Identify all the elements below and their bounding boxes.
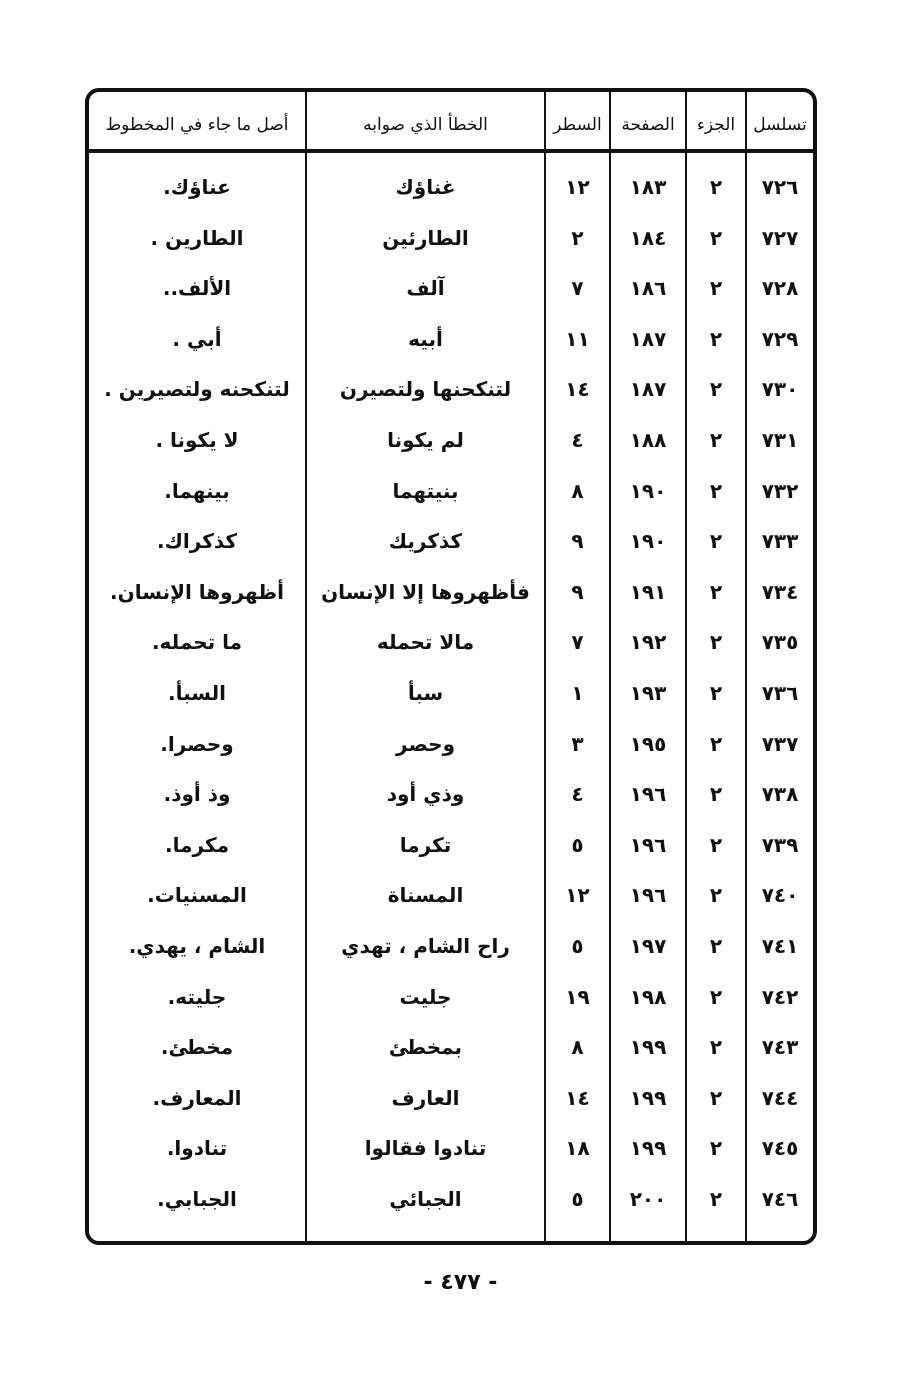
cell-part: ٢ [709,681,723,705]
cell-page: ١٩٠ [629,478,667,503]
cell-line: ٩ [571,579,584,604]
table-row [89,972,813,1022]
cell-page: ١٩٦ [629,782,667,807]
cell-line: ٤ [571,428,584,452]
header-serial: تسلسل [753,115,807,135]
table-row [89,820,813,870]
cell-page: ١٩١ [629,579,667,604]
cell-error: لم يكونا [387,428,464,452]
table-row [89,1123,813,1173]
cell-original: أظهروها الإنسان. [110,579,284,604]
table-row [89,263,813,313]
cell-error: تكرما [399,832,452,857]
cell-error: سبأ [407,681,444,705]
cell-page: ١٩٨ [629,984,667,1009]
cell-part: ٢ [709,832,723,857]
cell-serial: ٧٣٧ [761,731,799,756]
cell-part: ٢ [709,529,723,554]
cell-serial: ٧٣٣ [761,529,799,554]
cell-part: ٢ [709,1136,723,1161]
table-row [89,617,813,667]
cell-page: ١٩٧ [629,934,667,958]
cell-page: ١٩٩ [629,1085,667,1110]
table-row [89,567,813,617]
cell-serial: ٧٤٣ [761,1035,799,1060]
cell-part: ٢ [709,630,723,655]
cell-part: ٢ [709,883,723,908]
cell-part: ٢ [709,326,723,351]
cell-error: فأظهروها إلا الإنسان [321,579,530,604]
table-row [89,466,813,516]
cell-page: ١٨٦ [629,276,667,301]
cell-line: ٥ [571,832,584,857]
cell-line: ٧ [571,276,584,301]
cell-page: ١٩٥ [629,731,667,756]
cell-original: وحصرا. [160,731,234,756]
table-row [89,719,813,769]
cell-error: غناؤك [395,175,456,199]
cell-original: جليته. [167,984,227,1009]
cell-error: تنادوا فقالوا [364,1136,487,1161]
cell-part: ٢ [709,175,723,199]
cell-line: ١٤ [565,377,590,402]
cell-error: مالا تحمله [376,630,475,655]
cell-serial: ٧٣٦ [761,681,799,705]
cell-original: لا يكونا . [155,428,239,452]
cell-line: ٩ [571,529,584,554]
cell-part: ٢ [709,1085,723,1110]
cell-original: عناؤك. [163,175,231,199]
table-row [89,516,813,566]
table-row [89,668,813,718]
cell-line: ١٩ [565,984,590,1009]
cell-original: المسنيات. [147,883,247,908]
cell-part: ٢ [709,579,723,604]
cell-line: ٨ [571,1035,584,1060]
cell-serial: ٧٤٥ [761,1136,799,1161]
cell-page: ١٨٣ [629,175,667,199]
cell-page: ١٩٦ [629,883,667,908]
cell-original: السبأ. [168,681,226,705]
cell-error: بمخطئ [388,1035,463,1060]
table-row [89,1022,813,1072]
cell-line: ١٢ [565,175,590,199]
cell-error: لتنكحنها ولتصيرن [339,377,512,402]
table-row [89,415,813,465]
cell-page: ١٨٧ [629,377,667,402]
header-line: السطر [553,115,602,135]
table-row [89,1073,813,1123]
cell-part: ٢ [709,377,723,402]
cell-serial: ٧٣٨ [761,782,799,807]
cell-error: آلف [406,276,445,301]
cell-original: الألف.. [162,276,232,301]
cell-part: ٢ [709,934,723,958]
cell-original: ما تحمله. [151,630,243,655]
cell-original: الطارين . [150,225,244,250]
cell-error: وذي أود [386,782,465,807]
cell-line: ١١ [565,326,590,351]
cell-original: لتنكحنه ولتصيرين . [104,377,290,402]
cell-original: كذكراك. [156,529,238,554]
cell-error: الطارئين [382,225,469,250]
header-original: أصل ما جاء في المخطوط [105,115,289,135]
cell-original: بينهما. [164,478,230,503]
cell-line: ٥ [571,934,584,958]
cell-error: راح الشام ، تهدي [341,934,510,958]
cell-original: أبي . [172,326,222,351]
cell-serial: ٧٤١ [761,934,799,958]
cell-line: ١٤ [565,1085,590,1110]
cell-serial: ٧٢٩ [761,326,799,351]
cell-part: ٢ [709,225,723,250]
cell-serial: ٧٤٢ [761,984,799,1009]
cell-serial: ٧٤٦ [761,1187,799,1211]
cell-error: جليت [399,984,452,1009]
cell-part: ٢ [709,731,723,756]
table-row [89,870,813,920]
cell-line: ١٢ [565,883,590,908]
cell-error: أبيه [408,326,443,351]
cell-line: ٣ [571,731,584,756]
table-row [89,769,813,819]
cell-serial: ٧٤٤ [761,1085,799,1110]
cell-serial: ٧٣٢ [761,478,799,503]
cell-page: ٢٠٠ [629,1187,667,1211]
cell-part: ٢ [709,1187,723,1211]
cell-part: ٢ [709,984,723,1009]
cell-original: تنادوا. [166,1136,228,1161]
cell-error: الجبائي [389,1187,462,1211]
table-row [89,162,813,212]
cell-serial: ٧٣٩ [761,832,799,857]
cell-part: ٢ [709,782,723,807]
cell-page: ١٨٧ [629,326,667,351]
cell-error: المسناة [387,883,464,908]
cell-page: ١٩٩ [629,1136,667,1161]
cell-original: الشام ، يهدي. [128,934,266,958]
cell-serial: ٧٣١ [761,428,799,452]
cell-line: ٤ [571,782,584,807]
cell-original: وذ أوذ. [163,782,231,807]
cell-line: ١ [571,681,584,705]
cell-error: وحصر [396,731,455,756]
cell-line: ١٨ [565,1136,590,1161]
cell-page: ١٩٩ [629,1035,667,1060]
cell-serial: ٧٢٨ [761,276,799,301]
header-error: الخطأ الذي صوابه [363,115,488,135]
header-divider [89,149,813,153]
cell-serial: ٧٢٧ [761,225,799,250]
cell-page: ١٨٤ [629,225,667,250]
cell-page: ١٨٨ [629,428,667,452]
page-number: - ٤٧٧ - [423,1270,498,1295]
cell-error: كذكريك [388,529,463,554]
cell-line: ٢ [571,225,584,250]
cell-serial: ٧٣٥ [761,630,799,655]
cell-part: ٢ [709,1035,723,1060]
table-row [89,314,813,364]
cell-part: ٢ [709,478,723,503]
table-row [89,921,813,971]
table-row [89,213,813,263]
cell-page: ١٩٣ [629,681,667,705]
cell-line: ٨ [571,478,584,503]
table-row [89,364,813,414]
cell-line: ٧ [571,630,584,655]
cell-page: ١٩٢ [629,630,667,655]
table-frame [85,88,817,1245]
cell-error: العارف [391,1085,460,1110]
cell-part: ٢ [709,428,723,452]
cell-error: بنيتهما [392,478,459,503]
cell-original: مخطئ. [160,1035,234,1060]
table-row [89,1174,813,1224]
cell-serial: ٧٣٠ [761,377,799,402]
cell-serial: ٧٢٦ [761,175,799,199]
header-page: الصفحة [621,115,675,135]
cell-page: ١٩٠ [629,529,667,554]
cell-original: المعارف. [152,1085,242,1110]
header-part: الجزء [696,115,736,135]
cell-part: ٢ [709,276,723,301]
cell-original: مكرما. [165,832,229,857]
cell-original: الجبابي. [157,1187,237,1211]
cell-line: ٥ [571,1187,584,1211]
cell-serial: ٧٤٠ [761,883,799,908]
cell-serial: ٧٣٤ [761,579,799,604]
cell-page: ١٩٦ [629,832,667,857]
